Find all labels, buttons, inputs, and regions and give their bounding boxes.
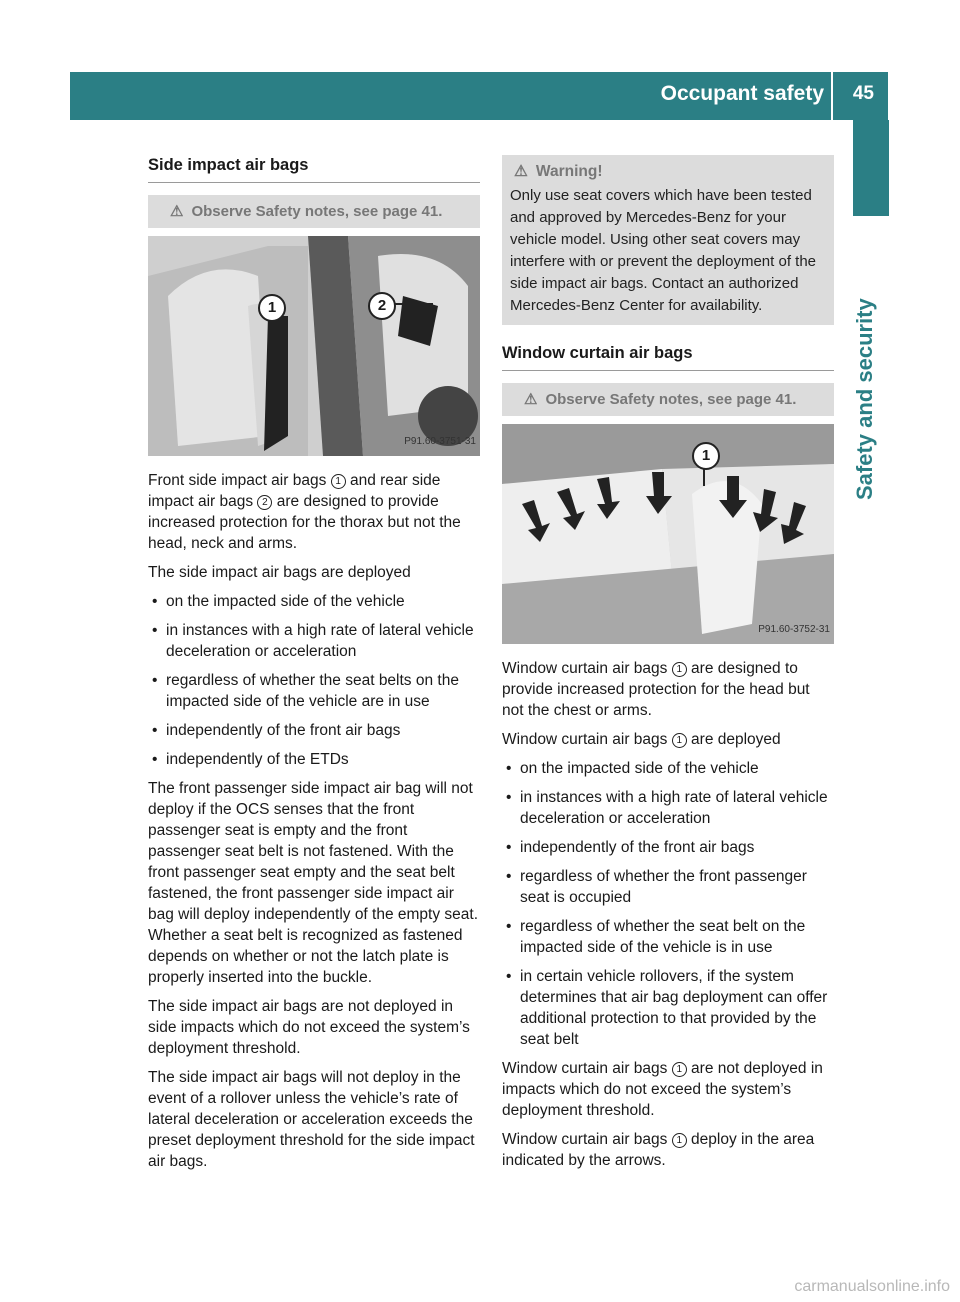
list-item: • regardless of whether the seat belt on the impacted side of the vehicle is in use [502,916,834,958]
car-roof-illustration [502,424,834,644]
footer-watermark: carmanualsonline.info [794,1278,950,1295]
ocs-paragraph: The front passenger side impact air bag will not deploy if the OCS senses that the front passenger seat is empty and the front passenger seat belt is not fastened. With the front passenger seat empty and the seat belt fastened, the front passenger side impact air bag will deploy independently of the empty seat. Whether a seat belt is recognized as fastened depends on whether or not the latch plate is properly inserted into the buckle. [148,780,479,986]
list-item: • regardless of whether the front passenger seat is occupied [502,866,834,908]
list-item: • in instances with a high rate of lateral vehicle deceleration or acceleration [502,787,834,829]
chapter-tab [853,120,889,216]
list-item: • independently of the front air bags [148,720,480,741]
ref-1: 1 [672,733,687,748]
list-item: • in instances with a high rate of lateral vehicle deceleration or acceleration [148,620,480,662]
warning-box [502,155,834,325]
list-item: • on the impacted side of the vehicle [148,591,480,612]
safety-notice [148,195,480,228]
right-column [502,155,834,1179]
chapter-label: Safety and security [852,298,877,500]
side-impact-heading: Side impact air bags [148,155,480,183]
threshold-paragraph: The side impact air bags are not deployed in side impacts which do not exceed the system’s deployment threshold. [148,998,470,1057]
warning-title-row [510,161,826,182]
list-item: • independently of the ETDs [148,749,480,770]
warning-triangle-icon: ⚠ [170,203,184,220]
deploy-list [148,591,480,770]
ref-1: 1 [672,662,687,677]
car-interior-illustration [148,236,480,456]
section-title: Occupant safety [660,82,824,105]
callout-1: 1 [692,442,720,470]
warning-text: Only use seat covers which have been tested and approved by Mercedes-Benz for your vehicle model. Using other seat covers may interfere with or prevent the deployment of the side impact air bags. Contact an authorized Mercedes-Benz Center for availability. [510,187,817,314]
side-airbag-figure [148,236,480,456]
window-curtain-heading: Window curtain air bags [502,343,834,371]
list-item: • independently of the front air bags [502,837,834,858]
curtain-para-1: Window curtain air bags 1 are designed to provide increased protection for the head but not the chest or arms. [502,660,810,719]
list-item: • on the impacted side of the vehicle [502,758,834,779]
notice-text: Observe Safety notes, see page 41. [191,203,443,220]
callout-2: 2 [368,292,396,320]
notice-text: Observe Safety notes, see page 41. [545,391,797,408]
left-column [148,155,480,1180]
curtain-para-3: Window curtain air bags 1 are not deployed in impacts which do not exceed the system’s deployment threshold. [502,1060,823,1119]
curtain-deploy-list [502,758,834,1050]
ref-1: 1 [672,1062,687,1077]
curtain-para-4: Window curtain air bags 1 deploy in the area indicated by the arrows. [502,1131,815,1169]
list-item: • in certain vehicle rollovers, if the system determines that air bag deployment can offer additional protection to that provided by the seat belt [502,966,834,1050]
deploy-lead: The side impact air bags are deployed [148,564,411,581]
figure-code: P91.60-3751-31 [404,436,476,447]
callout-1: 1 [258,294,286,322]
header-divider [831,72,833,120]
curtain-para-2: Window curtain air bags 1 are deployed [502,731,781,748]
rollover-paragraph: The side impact air bags will not deploy in the event of a rollover unless the vehicle’s rate of lateral deceleration or acceleration exceeds the preset deployment threshold for the side impact air bags. [148,1069,475,1170]
intro-paragraph: Front side impact air bags 1 and rear side impact air bags 2 are designed to provide increased protection for the thorax but not the head, neck and arms. [148,472,461,552]
warning-title: Warning! [535,163,603,180]
page-header [70,72,888,120]
figure-code: P91.60-3752-31 [758,624,830,635]
warning-triangle-icon: ⚠ [514,163,528,180]
ref-1: 1 [331,474,346,489]
safety-notice [502,383,834,416]
list-item: • regardless of whether the seat belts on the impacted side of the vehicle are in use [148,670,480,712]
ref-1: 1 [672,1133,687,1148]
warning-triangle-icon: ⚠ [524,391,538,408]
curtain-airbag-figure [502,424,834,644]
page-number: 45 [852,83,874,104]
ref-2: 2 [257,495,272,510]
